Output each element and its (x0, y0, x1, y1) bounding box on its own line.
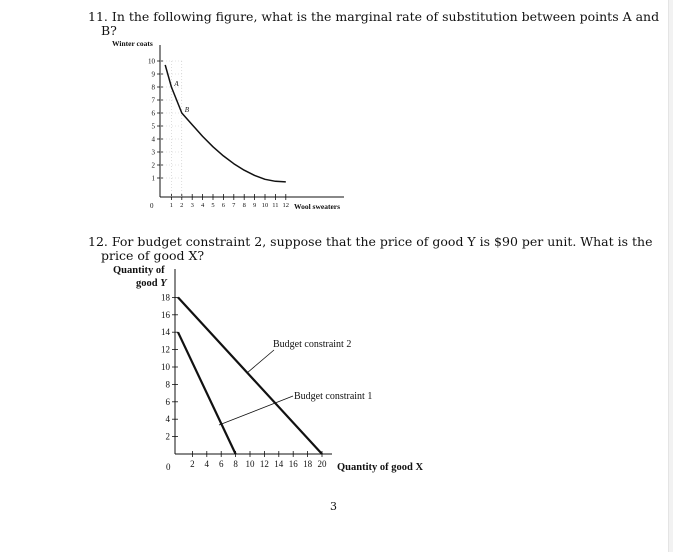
y-tick-label: 10 (161, 362, 170, 372)
x-tick-label: 2 (180, 202, 184, 209)
y-axis-title-line1: Quantity of (113, 265, 165, 276)
x-tick-label: 7 (232, 202, 236, 209)
x-tick-label: 12 (282, 202, 290, 209)
y-tick-label: 12 (161, 344, 170, 355)
x-axis-title: Quantity of good X (337, 462, 424, 473)
x-tick-label: 5 (211, 202, 215, 209)
y-tick-label: 14 (161, 327, 170, 338)
x-tick-label: 4 (200, 202, 205, 209)
budget-constraint-2-leader (247, 350, 274, 373)
y-tick-label: 5 (151, 122, 155, 131)
y-tick-label: 8 (151, 83, 155, 92)
x-tick-label: 20 (317, 459, 327, 469)
y-tick-label: 6 (165, 396, 170, 407)
x-tick-label: 6 (218, 459, 224, 469)
y-tick-label: 2 (151, 161, 155, 170)
x-tick-label: 10 (245, 459, 255, 469)
y-tick-label: 4 (165, 414, 170, 425)
indifference-curve-chart (0, 0, 668, 230)
origin-label: 0 (150, 202, 154, 210)
question-11-line-2: B? (101, 23, 117, 38)
budget-constraint-2-label: Budget constraint 2 (273, 339, 352, 350)
y-tick-label: 10 (148, 57, 155, 66)
y-axis-title-variable: Y (160, 278, 167, 289)
y-tick-label: 6 (151, 109, 155, 118)
x-tick-label: 16 (288, 459, 298, 469)
x-tick-label: 9 (252, 202, 257, 209)
question-12-number: 12. (88, 234, 108, 249)
y-tick-label: 18 (161, 292, 170, 303)
y-tick-label: 9 (151, 70, 155, 79)
point-label-b: B (184, 106, 190, 114)
question-12-text: For budget constraint 2, suppose that the price of good Y is $90 per unit. What is the (111, 234, 653, 249)
y-axis-title-line2: good Y (136, 278, 167, 289)
question-11-number: 11. (88, 9, 108, 24)
x-tick-label: 12 (259, 459, 269, 469)
x-tick-label: 10 (261, 202, 269, 209)
y-tick-label: 4 (151, 135, 155, 144)
origin-label: 0 (166, 462, 171, 472)
x-tick-label: 14 (274, 459, 284, 469)
x-tick-label: 6 (221, 202, 226, 209)
y-axis-title: Winter coats (112, 39, 153, 48)
x-tick-label: 8 (233, 459, 238, 469)
y-tick-label: 16 (161, 309, 170, 320)
x-tick-label: 18 (303, 459, 313, 469)
x-tick-label: 1 (169, 202, 174, 209)
point-label-a: A (174, 80, 179, 88)
x-tick-label: 11 (272, 202, 279, 209)
indifference-curve (165, 65, 286, 182)
x-tick-label: 4 (204, 459, 210, 469)
y-tick-label: 8 (165, 379, 170, 390)
y-tick-label: 1 (151, 174, 155, 183)
y-tick-label: 3 (151, 148, 155, 157)
page-number: 3 (330, 500, 337, 513)
x-axis-title: Wool sweaters (294, 202, 341, 211)
y-tick-label: 7 (151, 96, 155, 105)
x-tick-label: 8 (242, 202, 246, 209)
question-11-text: In the following figure, what is the marginal rate of substitution between points A and (111, 9, 660, 24)
x-tick-label: 3 (190, 202, 194, 209)
y-tick-label: 2 (165, 431, 170, 442)
question-12-line-2: price of good X? (101, 248, 205, 263)
x-tick-label: 2 (190, 459, 195, 469)
budget-constraint-chart (0, 255, 668, 490)
question-12-line-1 (88, 235, 653, 248)
budget-constraint-1-label: Budget constraint 1 (294, 391, 373, 402)
